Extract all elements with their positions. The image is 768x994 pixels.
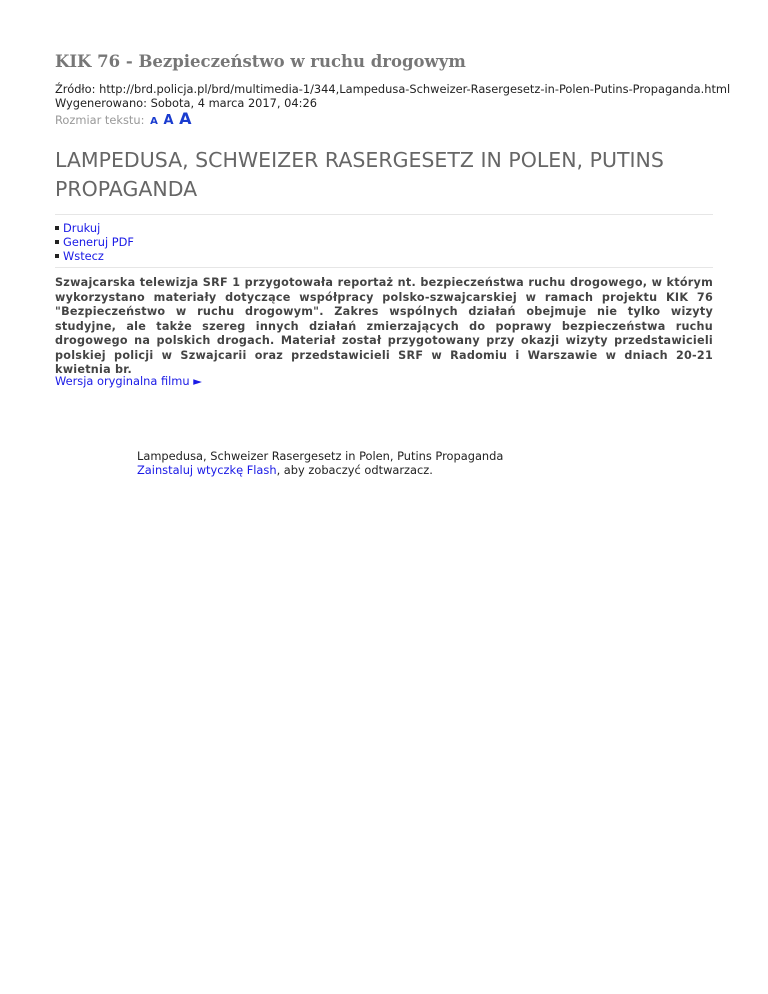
article-lead: Szwajcarska telewizja SRF 1 przygotowała reportaż nt. bezpieczeństwa ruchu drogowego, w którym wykorzystano materiały dotyczące współpracy polsko-szwajcarskiej w ramach projektu KIK 76 "Bezpieczeństwo w ruchu drogowym". Zakres wspólnych działań obejmuje nie tylko wizyty studyjne, ale także szereg innych działań zmierzających do poprawy bezpieczeństwa ruchu drogowego na polskich drogach. Materiał został przygotowany przy okazji wizyty przedstawicieli polskiej policji w Szwajcarii oraz przedstawicieli SRF w Radomiu i Warszawie w dniach 20-21 kwietnia br.	[55, 276, 713, 376]
article-title: LAMPEDUSA, SCHWEIZER RASERGESETZ IN POLEN, PUTINS PROPAGANDA	[55, 148, 664, 201]
action-item-pdf	[55, 235, 134, 249]
text-size-label: Rozmiar tekstu:	[55, 113, 145, 127]
article-actions	[55, 221, 134, 263]
text-size-medium-button[interactable]: A	[163, 113, 174, 128]
divider	[55, 267, 713, 268]
back-link[interactable]: Wstecz	[63, 249, 104, 263]
video-title: Lampedusa, Schweizer Rasergesetz in Polen, Putins Propaganda	[137, 449, 504, 463]
action-item-back	[55, 249, 134, 263]
video-player-placeholder	[137, 449, 503, 477]
generate-pdf-link[interactable]: Generuj PDF	[63, 235, 134, 249]
flash-notice-suffix: , aby zobaczyć odtwarzacz.	[276, 463, 433, 477]
original-video-link[interactable]: Wersja oryginalna filmu ►	[55, 374, 202, 388]
text-size-control	[55, 109, 192, 128]
text-size-large-button[interactable]: A	[179, 109, 192, 128]
text-size-small-button[interactable]: A	[150, 116, 158, 127]
print-link[interactable]: Drukuj	[63, 221, 101, 235]
flash-notice	[137, 463, 503, 477]
source-line: Źródło: http://brd.policja.pl/brd/multimedia-1/344,Lampedusa-Schweizer-Rasergesetz-in-Polen-Putins-Propaganda.html	[55, 82, 731, 96]
site-title: KIK 76 - Bezpieczeństwo w ruchu drogowym	[55, 52, 466, 71]
install-flash-link[interactable]: Zainstaluj wtyczkę Flash	[137, 463, 277, 477]
divider	[55, 214, 713, 215]
generated-line: Wygenerowano: Sobota, 4 marca 2017, 04:26	[55, 96, 317, 110]
action-item-print	[55, 221, 134, 235]
